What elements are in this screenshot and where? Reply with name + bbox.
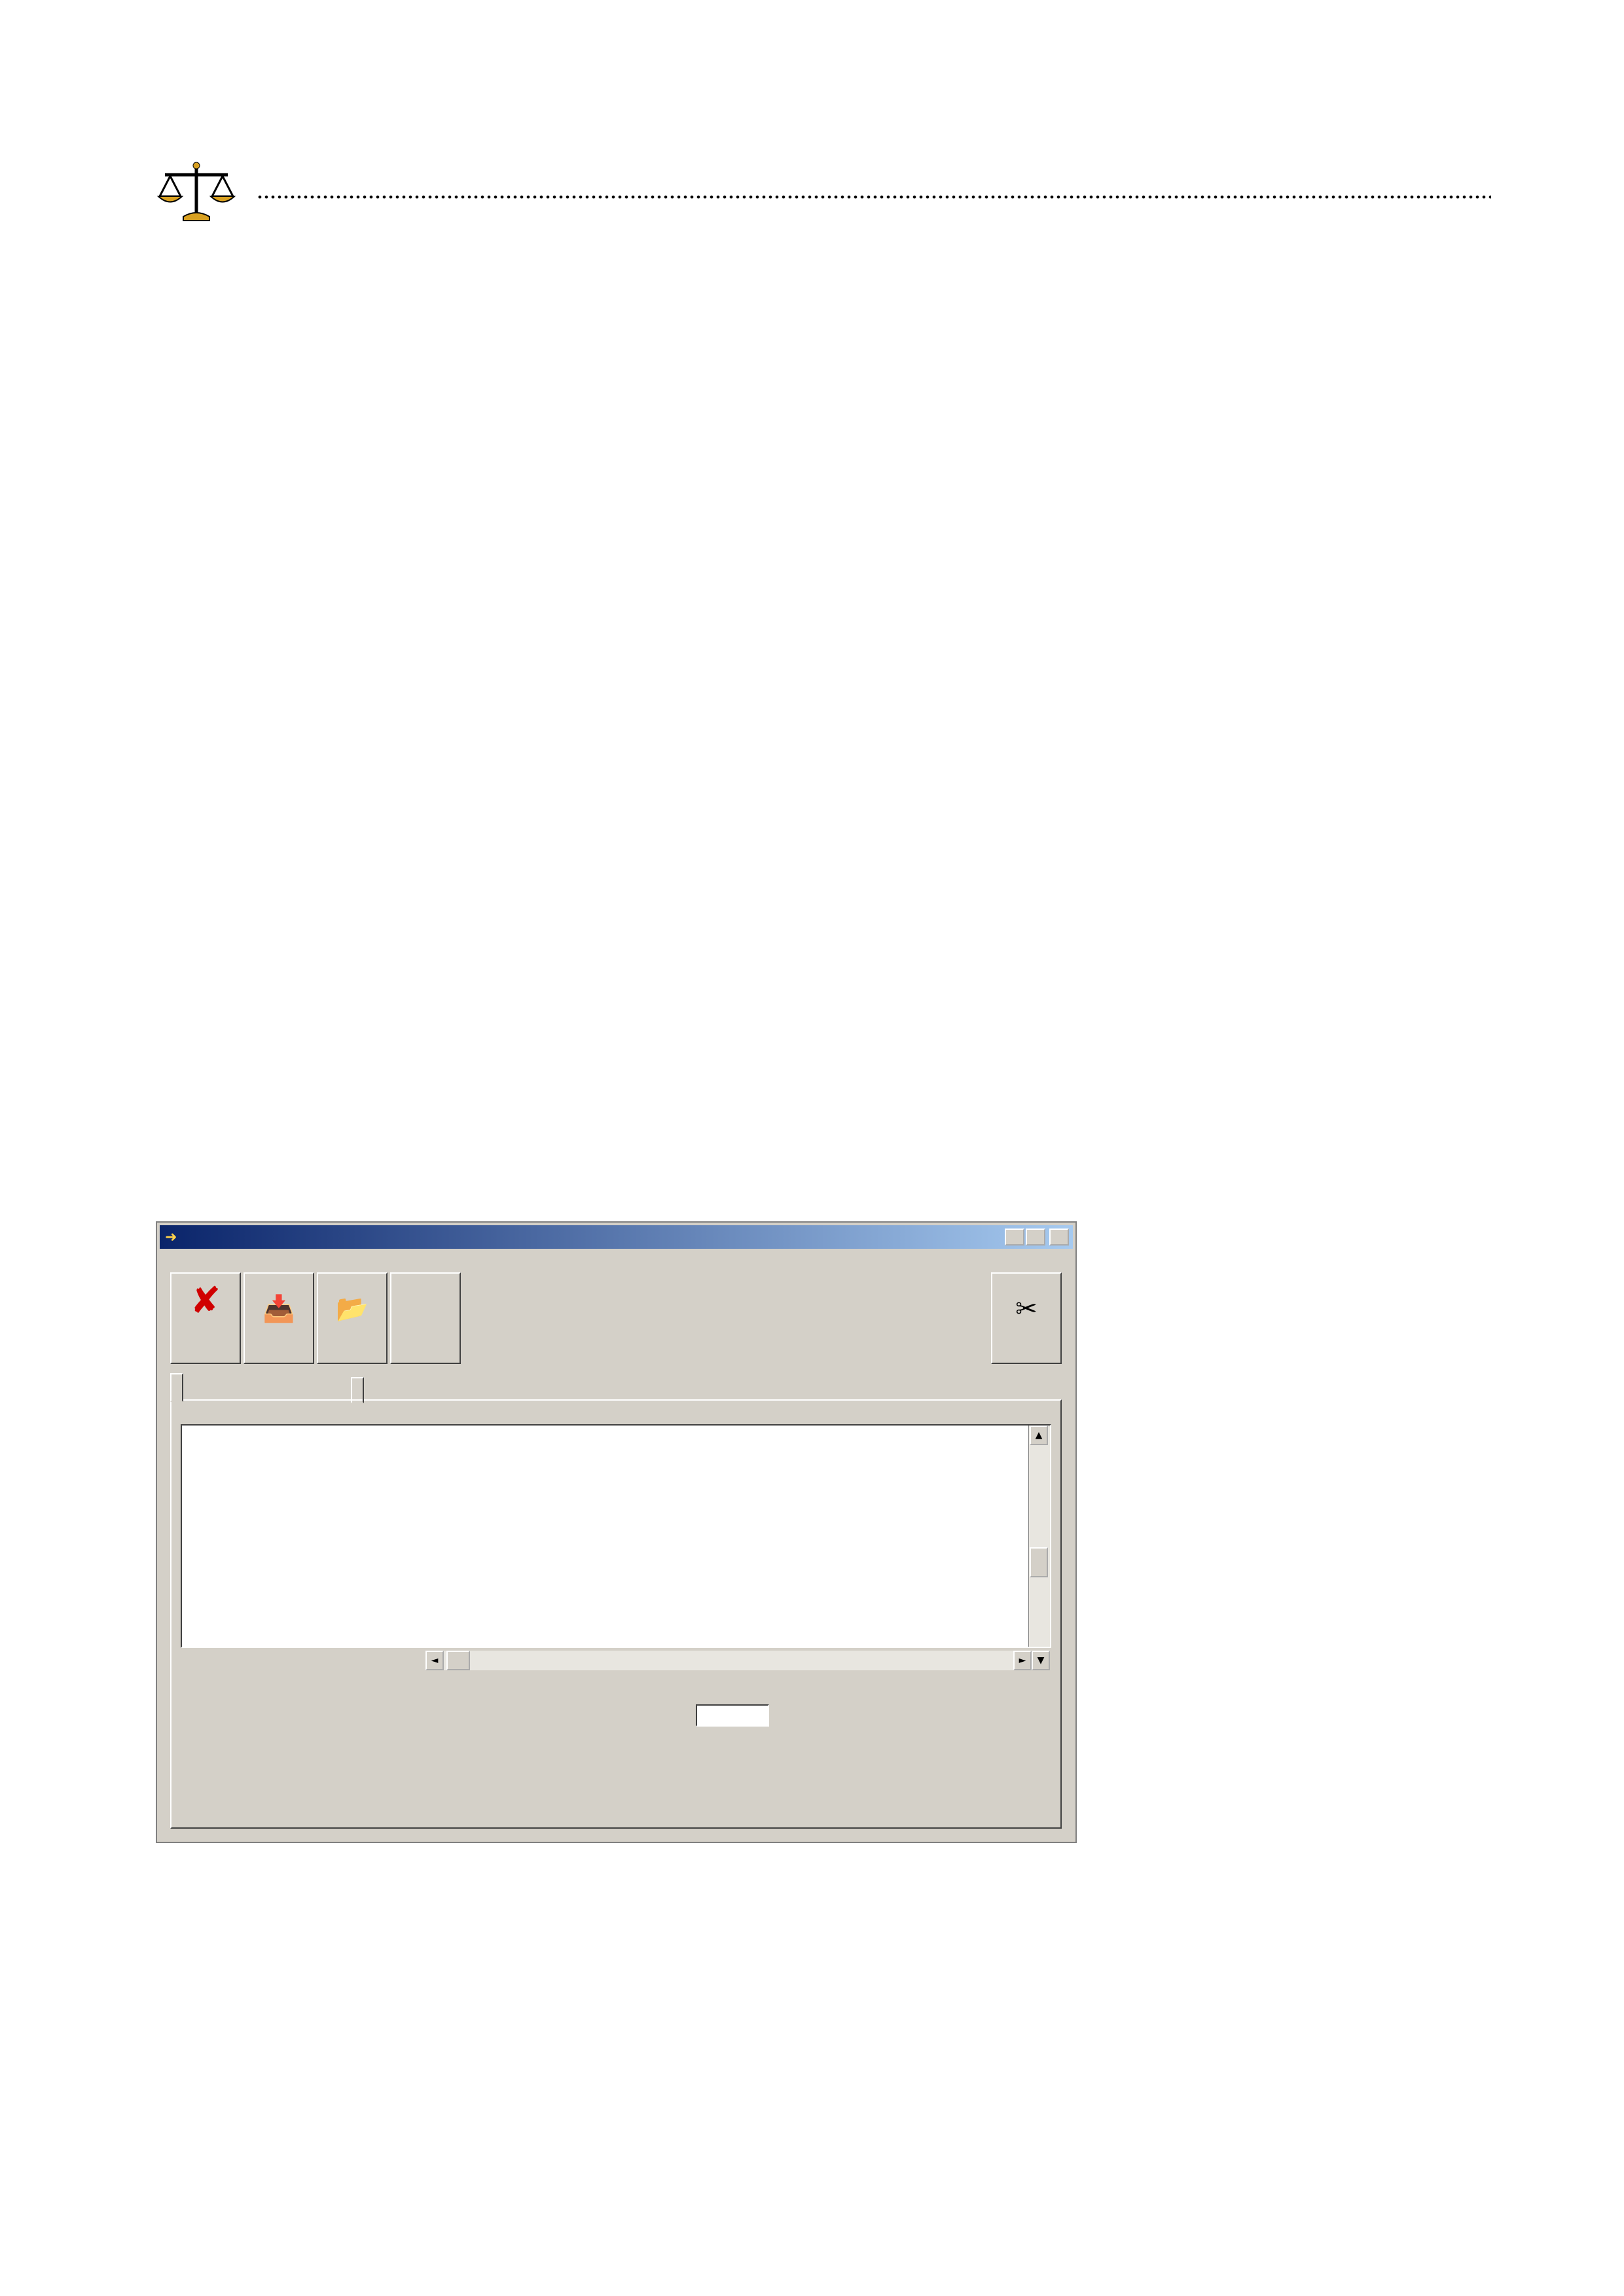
header-dotted-rule — [257, 194, 1491, 200]
close-button[interactable] — [1049, 1229, 1069, 1246]
vertical-scrollbar[interactable] — [1028, 1426, 1050, 1647]
scroll-left-button[interactable]: ◄ — [425, 1651, 444, 1670]
insert-tray-icon: 📥 — [262, 1294, 295, 1324]
horizontal-scrollbar[interactable] — [425, 1651, 1050, 1670]
window-icon: ➜ — [165, 1229, 177, 1246]
scroll-right-button[interactable]: ► — [1013, 1651, 1032, 1670]
tab-by-unproved-claim-no[interactable] — [351, 1377, 364, 1403]
claims-window — [156, 1221, 1077, 1843]
record-navigator — [181, 1651, 1051, 1670]
exit-button[interactable] — [170, 1272, 241, 1364]
horizontal-scroll-thumb[interactable] — [446, 1651, 470, 1670]
open-folder-icon: 📂 — [336, 1294, 369, 1324]
scissors-icon: ✂ — [1015, 1294, 1038, 1324]
title-bar — [160, 1225, 1073, 1249]
tab-by-proved-claim-no[interactable] — [170, 1373, 183, 1402]
scroll-up-button[interactable]: ▲ — [1030, 1426, 1048, 1445]
scroll-thumb[interactable] — [1030, 1547, 1048, 1577]
claims-grid[interactable] — [181, 1424, 1051, 1648]
insert-button[interactable] — [244, 1272, 314, 1364]
assign-claim-button[interactable] — [390, 1272, 461, 1364]
scales-of-justice-logo — [157, 160, 236, 226]
scroll-down-button[interactable]: ▼ — [1032, 1651, 1050, 1670]
find-claim-input[interactable] — [696, 1704, 769, 1727]
red-x-icon: ✘ — [190, 1280, 221, 1322]
edit-button[interactable] — [317, 1272, 388, 1364]
maximize-button[interactable] — [1026, 1229, 1045, 1246]
minimize-button[interactable] — [1005, 1229, 1024, 1246]
delete-button[interactable] — [991, 1272, 1062, 1364]
